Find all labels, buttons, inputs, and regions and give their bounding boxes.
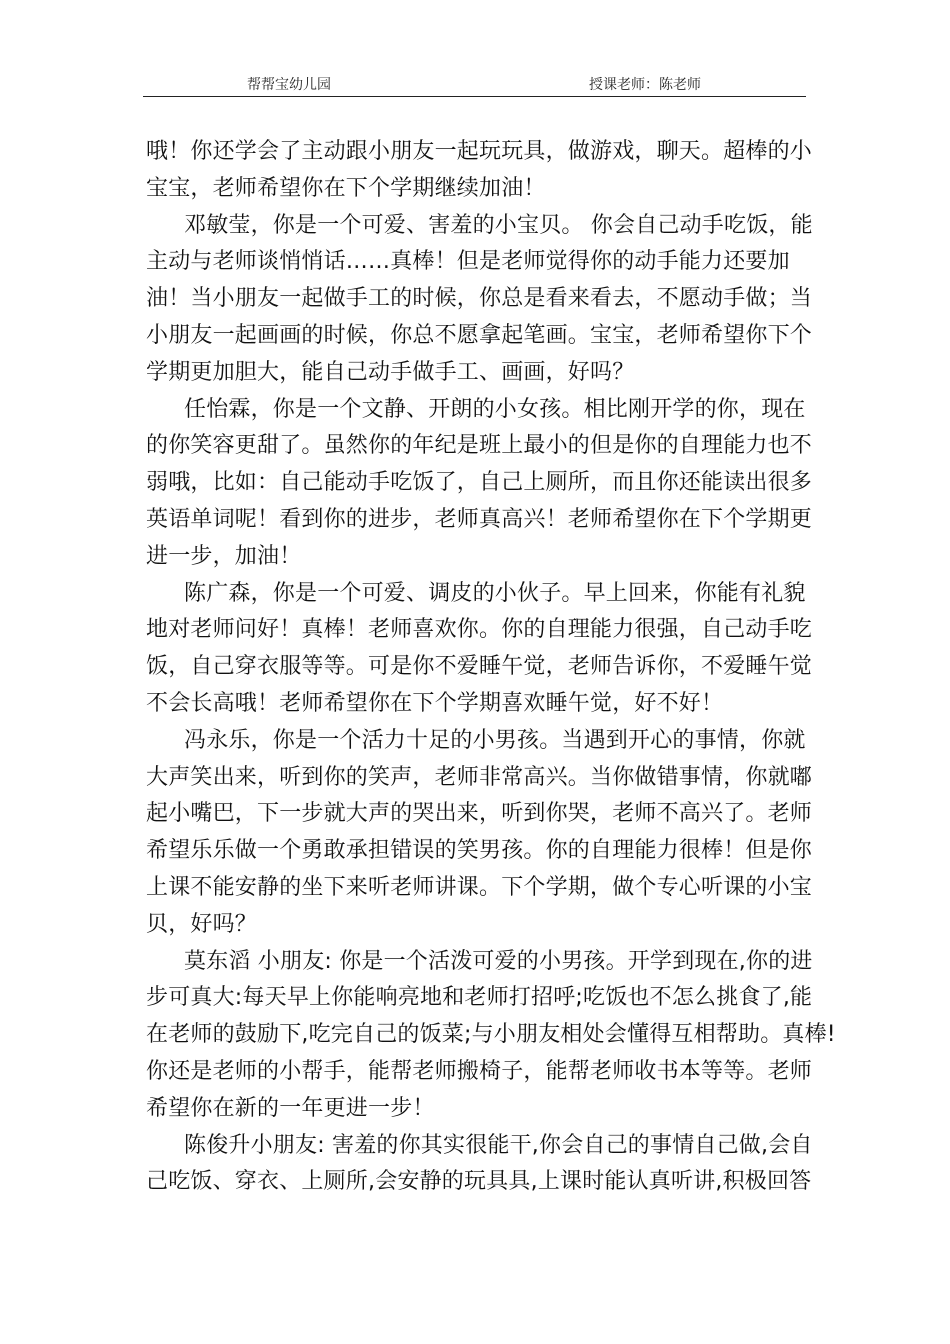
text-line: 宝宝，老师希望你在下个学期继续加油！: [146, 175, 546, 201]
text-line: 上课不能安静的坐下来听老师讲课。下个学期，做个专心听课的小宝: [146, 874, 813, 900]
text-line: 你还是老师的小帮手，能帮老师搬椅子，能帮老师收书本等等。老师: [146, 1058, 813, 1084]
paragraph-start-line: 莫东滔 小朋友: 你是一个活泼可爱的小男孩。开学到现在,你的进: [184, 948, 813, 974]
text-line: 希望乐乐做一个勇敢承担错误的笑男孩。你的自理能力很棒！但是你: [146, 838, 813, 864]
text-line: 步可真大:每天早上你能响亮地和老师打招呼;吃饭也不怎么挑食了,能: [146, 985, 813, 1011]
text-line: 小朋友一起画画的时候，你总不愿拿起笔画。宝宝，老师希望你下个: [146, 322, 813, 348]
text-line: 不会长高哦！老师希望你在下个学期喜欢睡午觉，好不好！: [146, 690, 724, 716]
text-line: 希望你在新的一年更进一步！: [146, 1095, 435, 1121]
kindergarten-name: 帮帮宝幼儿园: [247, 77, 331, 93]
text-line: 贝，好吗？: [146, 911, 258, 937]
page-header: [143, 72, 806, 97]
text-line: 主动与老师谈悄悄话……真棒！但是老师觉得你的动手能力还要加: [146, 249, 790, 275]
text-line: 的你笑容更甜了。虽然你的年纪是班上最小的但是你的自理能力也不: [146, 433, 813, 459]
text-line: 进一步，加油！: [146, 543, 302, 569]
text-line: 在老师的鼓励下,吃完自己的饭菜;与小朋友相处会懂得互相帮助。真棒!: [146, 1022, 836, 1048]
paragraph-start-line: 冯永乐，你是一个活力十足的小男孩。当遇到开心的事情，你就: [184, 727, 806, 753]
text-line: 弱哦，比如：自己能动手吃饭了，自己上厕所，而且你还能读出很多: [146, 470, 813, 496]
text-line: 大声笑出来，听到你的笑声，老师非常高兴。当你做错事情，你就嘟: [146, 764, 813, 790]
text-line: 饭，自己穿衣服等等。可是你不爱睡午觉，老师告诉你，不爱睡午觉: [146, 654, 813, 680]
text-line: 哦！你还学会了主动跟小朋友一起玩玩具，做游戏，聊天。超棒的小: [146, 139, 813, 164]
text-line: 地对老师问好！真棒！老师喜欢你。你的自理能力很强，自己动手吃: [146, 617, 813, 643]
text-line: 学期更加胆大，能自己动手做手工、画画，好吗？: [146, 359, 635, 385]
teacher-name: 授课老师：陈老师: [589, 77, 701, 93]
paragraph-start-line: 任怡霖，你是一个文静、开朗的小女孩。相比刚开学的你，现在: [184, 396, 806, 422]
paragraph-start-line: 邓敏莹，你是一个可爱、害羞的小宝贝。 你会自己动手吃饭，能: [184, 212, 813, 238]
paragraph-start-line: 陈广森，你是一个可爱、调皮的小伙子。早上回来，你能有礼貌: [184, 580, 806, 606]
text-line: 己吃饭、穿衣、上厕所,会安静的玩具具,上课时能认真听讲,积极回答: [146, 1169, 812, 1195]
paragraph-start-line: 陈俊升小朋友: 害羞的你其实很能干,你会自己的事情自己做,会自: [184, 1132, 813, 1158]
text-line: 油！当小朋友一起做手工的时候，你总是看来看去，不愿动手做；当: [146, 286, 813, 312]
text-line: 英语单词呢！看到你的进步，老师真高兴！老师希望你在下个学期更: [146, 506, 813, 532]
text-line: 起小嘴巴，下一步就大声的哭出来，听到你哭，老师不高兴了。老师: [146, 801, 813, 827]
comments-body: [146, 134, 836, 1201]
